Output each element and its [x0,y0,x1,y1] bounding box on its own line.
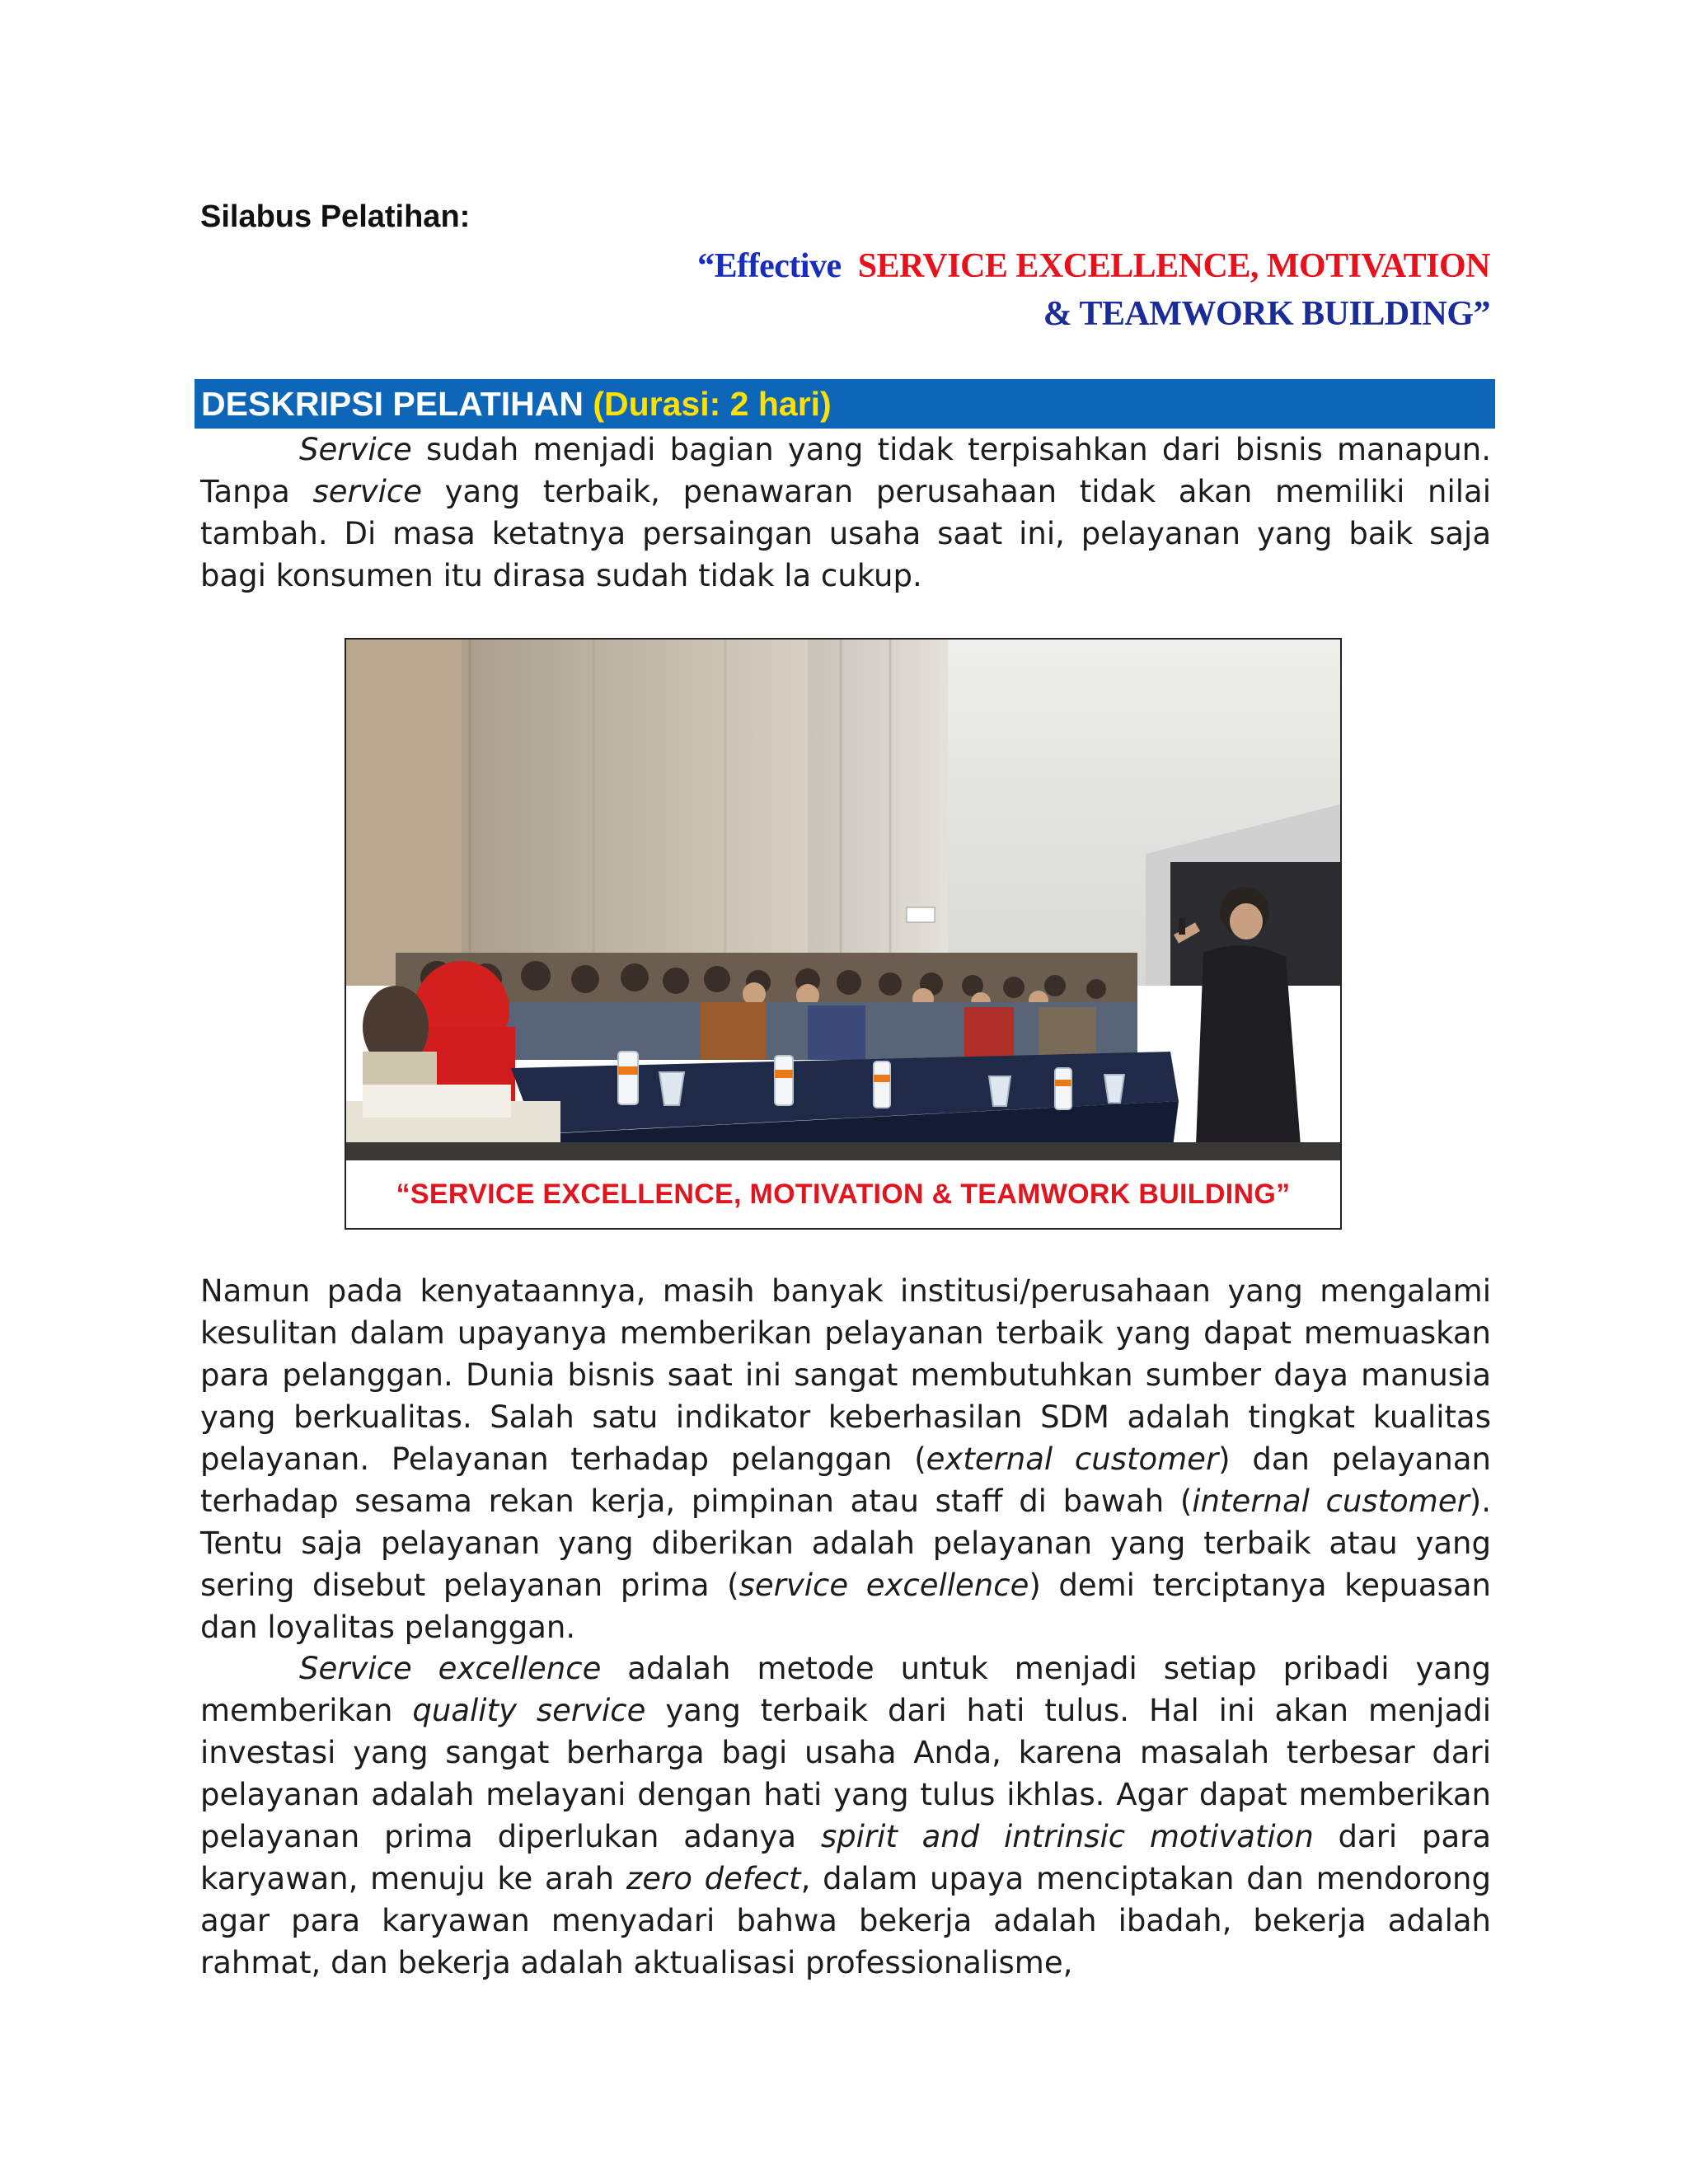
title-main-line2: & TEAMWORK BUILDING” [1043,295,1490,333]
intro-text-1: sudah menjadi bagian yang tidak terpisahkan dari bisnis manapun. Tanpa [200,432,1491,509]
training-photo [345,638,1342,1230]
title-line-1 [697,242,1490,290]
body2-italic-4: zero defect [626,1861,801,1896]
body-paragraph-2 [200,1647,1491,1984]
body1-italic-3: service excellence [738,1568,1029,1603]
intro-italic-1: Service [299,432,412,467]
body1-italic-1: external customer [926,1441,1219,1477]
title-prefix: “Effective [697,247,842,285]
body1-text-4: ) demi terciptanya kepuasan dan loyalitas pelanggan. [200,1568,1491,1645]
section-duration: (Durasi: 2 hari) [593,385,832,423]
training-photo-image [346,640,1340,1228]
body1-text-1: Namun pada kenyataannya, masih banyak institusi/perusahaan yang mengalami kesulitan dalam upayanya memberikan pelayanan terbaik yang dapat memuaskan para pelanggan. Dunia bisnis saat ini sangat membutuhkan sumber daya manusia yang berkualitas. Salah satu indikator keberhasilan SDM adalah tingkat kualitas pelayanan. Pelayanan terhadap pelanggan ( [200,1273,1491,1477]
section-heading-bar [195,379,1495,429]
body-paragraph-1 [200,1270,1491,1648]
body2-text-4: , dalam upaya menciptakan dan mendorong agar para karyawan menyadari bahwa bekerja adalah ibadah, bekerja adalah rahmat, dan bekerja adalah aktualisasi professionalisme, [200,1861,1491,1980]
body2-text-3: dari para karyawan, menuju ke arah [200,1819,1492,1896]
intro-text-2: yang terbaik, penawaran perusahaan tidak akan memiliki nilai tambah. Di masa ketatnya persaingan usaha saat ini, pelayanan yang baik saja bagi konsumen itu dirasa sudah tidak la cukup. [200,474,1491,593]
body2-text-1: adalah metode untuk menjadi setiap pribadi yang memberikan [200,1651,1491,1728]
title-main-line1: SERVICE EXCELLENCE, MOTIVATION [857,247,1490,285]
body2-text-2: yang terbaik dari hati tulus. Hal ini akan menjadi investasi yang sangat berharga bagi usaha Anda, karena masalah terbesar dari pelayanan adalah melayani dengan hati yang tulus ikhlas. Agar dapat memberikan pelayanan prima diperlukan adanya [200,1693,1492,1854]
body1-text-3: ). Tentu saja pelayanan yang diberikan adalah pelayanan yang terbaik atau yang sering disebut pelayanan prima ( [200,1483,1491,1603]
document-label: Silabus Pelatihan: [200,199,471,234]
intro-paragraph [200,429,1491,597]
body1-italic-2: internal customer [1192,1483,1470,1519]
body1-text-2: ) dan pelayanan terhadap sesama rekan kerja, pimpinan atau staff di bawah ( [200,1441,1492,1519]
body2-italic-2: quality service [412,1693,646,1728]
body2-italic-3: spirit and intrinsic motivation [820,1819,1314,1854]
photo-caption: “SERVICE EXCELLENCE, MOTIVATION & TEAMWORK BUILDING” [346,1160,1340,1228]
body2-italic-1: Service excellence [299,1651,602,1686]
document-title [697,242,1490,338]
intro-italic-2: service [312,474,422,509]
section-heading: DESKRIPSI PELATIHAN [201,385,584,423]
